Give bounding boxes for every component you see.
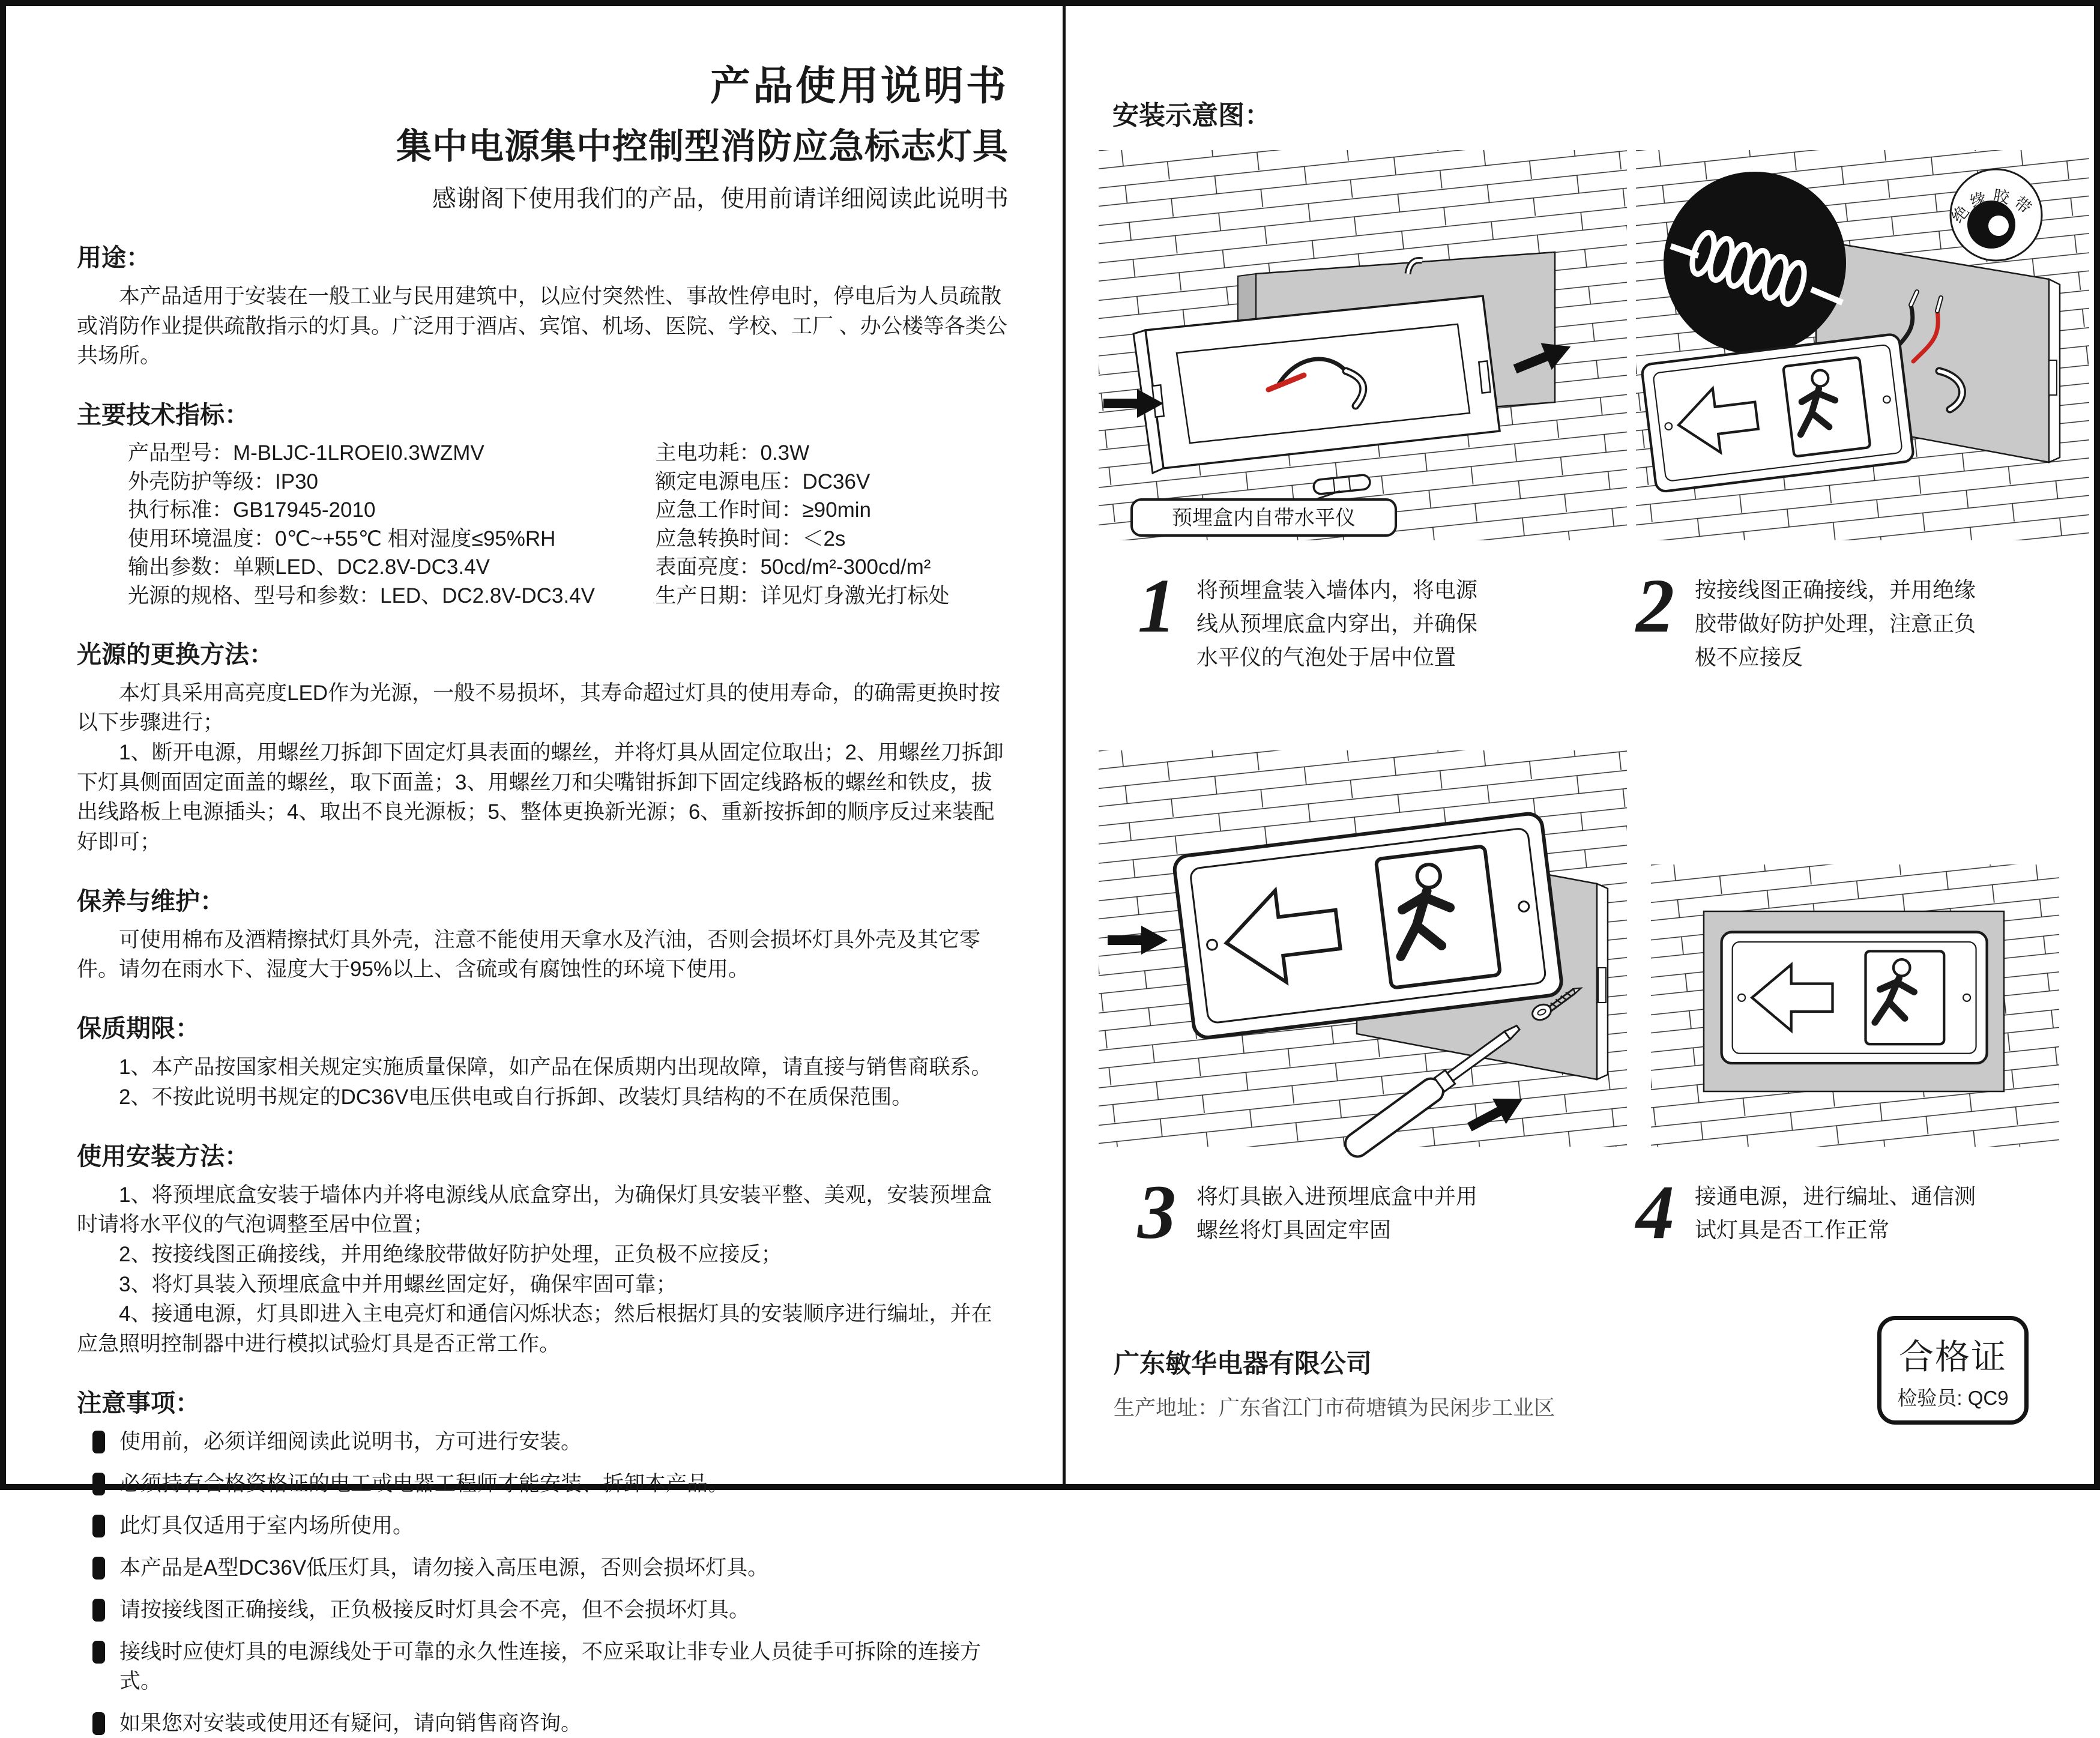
exit-sign-panel [1722, 932, 1987, 1063]
note-item [92, 1709, 1010, 1738]
spec-item: 表面亮度：50cd/m²-300cd/m² [655, 555, 931, 579]
spec-columns [77, 439, 1010, 611]
light-source-paragraph: 本灯具采用高亮度LED作为光源，一般不易损坏，其寿命超过灯具的使用寿命，的确需更换时按以下步骤进行； [77, 681, 1001, 735]
diagram-step2-illustration [1636, 150, 2089, 540]
installation-item: 1、将预埋底盒安装于墙体内并将电源线从底盒穿出，为确保灯具安装平整、美观，安装预埋盒时请将水平仪的气泡调整至居中位置； [77, 1183, 992, 1237]
diagram-step1-illustration [1099, 150, 1627, 540]
spec-item: 使用环境温度：0℃~+55℃ 相对湿度≤95%RH [128, 527, 556, 551]
note-text: 接线时应使灯具的电源线处于可靠的永久性连接，不应采取让非专业人员徒手可拆除的连接方式。 [119, 1640, 982, 1693]
step-caption-1 [1138, 563, 1479, 674]
installation-item: 4、接通电源，灯具即进入主电亮灯和通信闪烁状态；然后根据灯具的安装顺序进行编址，并在应急照明控制器中进行模拟试验灯具是否正常工作。 [77, 1302, 992, 1356]
step-number: 4 [1636, 1169, 1674, 1255]
step-number: 1 [1138, 563, 1176, 648]
page-text [6, 6, 1066, 1735]
spec-item: 应急工作时间：≥90min [655, 498, 872, 522]
spec-item: 额定电源电压：DC36V [655, 469, 870, 493]
section-heading-notes: 注意事项： [77, 1389, 200, 1417]
usage-body: 本产品适用于安装在一般工业与民用建筑中，以应付突然性、事故性停电时，停电后为人员疏散或消防作业提供疏散指示的灯具。广泛用于酒店、宾馆、机场、医院、学校、工厂 、办公楼等各类公共场所。 [77, 285, 1007, 368]
square-bullet-icon [92, 1557, 105, 1580]
installation-item: 3、将灯具装入预埋底盒中并用螺丝固定好，确保牢固可靠； [119, 1272, 677, 1296]
qc-certificate-stamp [1877, 1316, 2029, 1425]
note-text: 使用前，必须详细阅读此说明书，方可进行安装。 [119, 1429, 582, 1453]
section-heading-warranty: 保质期限： [77, 1015, 200, 1043]
square-bullet-icon [92, 1599, 105, 1622]
note-item [92, 1553, 1010, 1583]
square-bullet-icon [92, 1431, 105, 1453]
spec-item: 光源的规格、型号和参数：LED、DC2.8V-DC3.4V [128, 584, 595, 608]
cert-title: 合格证 [1898, 1338, 2007, 1377]
step-number: 2 [1636, 563, 1674, 648]
warranty-item: 1、本产品按国家相关规定实施质量保障，如产品在保质期内出现故障，请直接与销售商联系。 [119, 1055, 992, 1079]
warranty-item: 2、不按此说明书规定的DC36V电压供电或自行拆卸、改装灯具结构的不在质保范围。 [119, 1085, 913, 1109]
spec-item: 生产日期：详见灯身激光打标处 [655, 584, 950, 608]
company-name: 广东敏华电器有限公司 [1114, 1350, 1372, 1378]
splice-magnifier [1664, 172, 1846, 354]
spec-item: 输出参数：单颗LED、DC2.8V-DC3.4V [128, 555, 490, 579]
spec-column-right [655, 439, 1010, 611]
note-text: 本产品是A型DC36V低压灯具，请勿接入高压电源，否则会损坏灯具。 [119, 1555, 769, 1580]
spec-item: 应急转换时间：＜2s [655, 527, 846, 551]
tape-badge-label: 绝缘胶带 [1948, 187, 2038, 227]
installation-item: 2、按接线图正确接线，并用绝缘胶带做好防护处理，正负极不应接反； [119, 1242, 782, 1266]
page-subtitle: 集中电源集中控制型消防应急标志灯具 [396, 127, 1009, 166]
section-heading-installation: 使用安装方法： [77, 1142, 249, 1170]
spec-column-left [77, 439, 655, 611]
note-text: 必须持有合格资格证的电工或电器工程师才能安装、拆卸本产品。 [119, 1471, 729, 1495]
page-title: 产品使用说明书 [710, 64, 1009, 109]
note-item [92, 1427, 1010, 1456]
note-text: 如果您对安装或使用还有疑问，请向销售商咨询。 [119, 1711, 582, 1735]
maintenance-body: 可使用棉布及酒精擦拭灯具外壳，注意不能使用天拿水及汽油，否则会损坏灯具外壳及其它零件。请勿在雨水下、湿度大于95%以上、含硫或有腐蚀性的环境下使用。 [77, 928, 981, 982]
level-callout-label: 预埋盒内自带水平仪 [1172, 507, 1356, 530]
section-heading-usage: 用途： [77, 244, 151, 271]
light-source-steps: 1、断开电源，用螺丝刀拆卸下固定灯具表面的螺丝，并将灯具从固定位取出；2、用螺丝刀拆卸下灯具侧面固定面盖的螺丝，取下面盖；3、用螺丝刀和尖嘴钳拆卸下固定线路板的螺丝和铁皮，拔出线路板上电源插头；4、取出不良光源板；5、整体更换新光源；6、重新按拆卸的顺序反过来装配好即可； [77, 741, 1004, 854]
step-caption-2 [1636, 563, 1977, 674]
factory-address: 生产地址：广东省江门市荷塘镇为民闲步工业区 [1114, 1396, 1555, 1420]
title-block [77, 54, 1010, 214]
square-bullet-icon [92, 1515, 105, 1537]
spec-item: 产品型号：M-BLJC-1LROEⅠ0.3WZMV [128, 441, 484, 465]
section-heading-specs: 主要技术指标： [77, 401, 249, 429]
step-caption-4 [1636, 1169, 1977, 1255]
square-bullet-icon [92, 1712, 105, 1735]
note-item [92, 1511, 1010, 1540]
step-text: 将灯具嵌入进预埋底盒中并用螺丝将灯具固定牢固 [1196, 1184, 1478, 1242]
diagram-heading: 安装示意图： [1112, 101, 1271, 130]
diagram-step3-illustration [1099, 750, 1627, 1147]
note-item [92, 1469, 1010, 1498]
page-diagrams [1066, 6, 2094, 1484]
note-item [92, 1595, 1010, 1625]
section-heading-light-source: 光源的更换方法： [77, 640, 274, 668]
spec-item: 主电功耗：0.3W [655, 441, 810, 465]
square-bullet-icon [92, 1473, 105, 1495]
step-caption-3 [1138, 1169, 1479, 1255]
note-item [92, 1637, 1010, 1696]
step-text: 按接线图正确接线，并用绝缘胶带做好防护处理，注意正负极不应接反 [1695, 578, 1976, 669]
step-number: 3 [1138, 1169, 1176, 1255]
page-tagline: 感谢阁下使用我们的产品，使用前请详细阅读此说明书 [432, 186, 1009, 212]
diagram-step4-illustration [1651, 864, 2059, 1147]
step-text: 将预埋盒装入墙体内，将电源线从预埋底盒内穿出，并确保水平仪的气泡处于居中位置 [1196, 578, 1478, 669]
note-text: 请按接线图正确接线，正负极接反时灯具会不亮，但不会损坏灯具。 [119, 1598, 750, 1622]
step-text: 接通电源，进行编址、通信测试灯具是否工作正常 [1695, 1184, 1976, 1242]
section-heading-maintenance: 保养与维护： [77, 887, 225, 915]
spec-item: 外壳防护等级：IP30 [128, 469, 319, 493]
cert-inspector: 检验员: QC9 [1897, 1387, 2009, 1409]
spec-item: 执行标准：GB17945-2010 [128, 498, 376, 522]
square-bullet-icon [92, 1641, 105, 1664]
note-text: 此灯具仅适用于室内场所使用。 [119, 1513, 414, 1537]
